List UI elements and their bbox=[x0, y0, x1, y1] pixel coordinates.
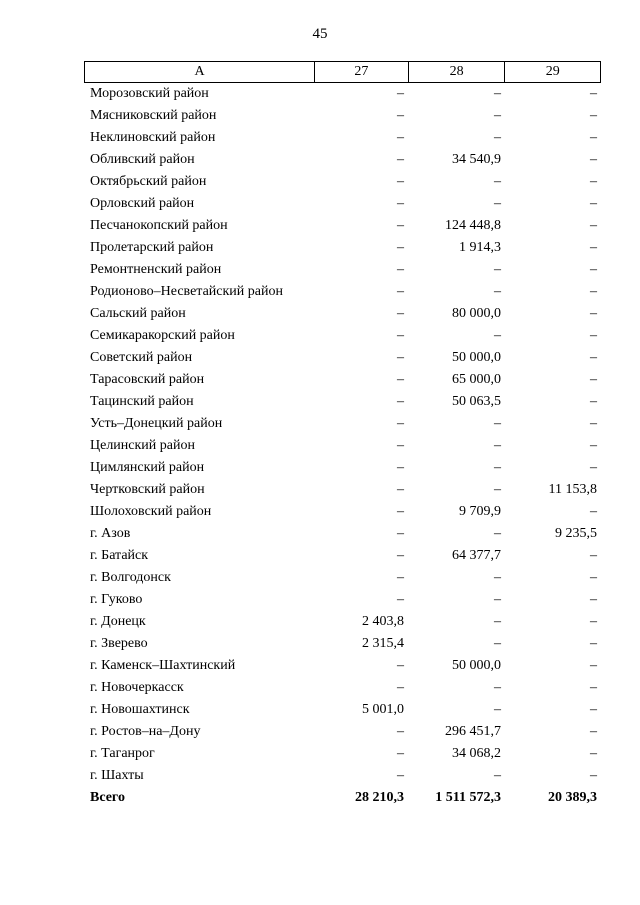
cell-col-28: – bbox=[494, 526, 501, 541]
cell-col-28: 64 377,7 bbox=[452, 548, 501, 563]
cell-col-28: 80 000,0 bbox=[452, 306, 501, 321]
row-name: г. Новочеркасск bbox=[90, 680, 184, 695]
row-name: г. Донецк bbox=[90, 614, 146, 629]
cell-col-28: 50 000,0 bbox=[452, 350, 501, 365]
total-col-27: 28 210,3 bbox=[355, 790, 404, 805]
table-row bbox=[84, 193, 601, 215]
cell-col-28: 124 448,8 bbox=[445, 218, 501, 233]
cell-col-28: 1 914,3 bbox=[459, 240, 501, 255]
cell-col-28: – bbox=[494, 108, 501, 123]
table-row bbox=[84, 259, 601, 281]
table-row bbox=[84, 435, 601, 457]
row-name: Семикаракорский район bbox=[90, 328, 235, 343]
cell-col-27: – bbox=[397, 196, 404, 211]
row-name: г. Зверево bbox=[90, 636, 148, 651]
table-row bbox=[84, 699, 601, 721]
cell-col-29: – bbox=[590, 174, 597, 189]
cell-col-27: – bbox=[397, 724, 404, 739]
cell-col-29: 9 235,5 bbox=[555, 526, 597, 541]
row-name: Усть–Донецкий район bbox=[90, 416, 223, 431]
cell-col-28: 50 000,0 bbox=[452, 658, 501, 673]
cell-col-29: – bbox=[590, 372, 597, 387]
table-row bbox=[84, 413, 601, 435]
cell-col-27: 2 315,4 bbox=[362, 636, 404, 651]
cell-col-27: – bbox=[397, 658, 404, 673]
cell-col-27: – bbox=[397, 680, 404, 695]
table-row bbox=[84, 325, 601, 347]
total-col-28: 1 511 572,3 bbox=[435, 790, 501, 805]
table-row bbox=[84, 127, 601, 149]
cell-col-29: – bbox=[590, 328, 597, 343]
table-row bbox=[84, 655, 601, 677]
row-name: Неклиновский район bbox=[90, 130, 216, 145]
cell-col-27: – bbox=[397, 350, 404, 365]
table-row bbox=[84, 457, 601, 479]
cell-col-28: 9 709,9 bbox=[459, 504, 501, 519]
page-number: 45 bbox=[312, 26, 328, 42]
row-name: Песчанокопский район bbox=[90, 218, 228, 233]
cell-col-28: – bbox=[494, 86, 501, 101]
cell-col-27: – bbox=[397, 86, 404, 101]
cell-col-27: – bbox=[397, 108, 404, 123]
table-row bbox=[84, 501, 601, 523]
cell-col-29: – bbox=[590, 218, 597, 233]
cell-col-27: – bbox=[397, 438, 404, 453]
cell-col-27: – bbox=[397, 130, 404, 145]
total-label: Всего bbox=[90, 790, 125, 805]
row-name: Тарасовский район bbox=[90, 372, 205, 387]
cell-col-27: – bbox=[397, 746, 404, 761]
cell-col-29: – bbox=[590, 438, 597, 453]
cell-col-28: – bbox=[494, 614, 501, 629]
cell-col-27: – bbox=[397, 174, 404, 189]
row-name: Обливский район bbox=[90, 152, 195, 167]
cell-col-29: – bbox=[590, 86, 597, 101]
cell-col-27: – bbox=[397, 218, 404, 233]
cell-col-29: – bbox=[590, 460, 597, 475]
cell-col-29: – bbox=[590, 570, 597, 585]
cell-col-27: – bbox=[397, 306, 404, 321]
row-name: г. Азов bbox=[90, 526, 131, 541]
cell-col-29: – bbox=[590, 592, 597, 607]
cell-col-28: – bbox=[494, 416, 501, 431]
cell-col-28: 34 068,2 bbox=[452, 746, 501, 761]
row-name: г. Шахты bbox=[90, 768, 144, 783]
cell-col-28: – bbox=[494, 438, 501, 453]
cell-col-28: – bbox=[494, 262, 501, 277]
table-row bbox=[84, 303, 601, 325]
table-row bbox=[84, 369, 601, 391]
header-col-27: 27 bbox=[314, 62, 408, 82]
cell-col-29: – bbox=[590, 614, 597, 629]
row-name: Цимлянский район bbox=[90, 460, 205, 475]
cell-col-28: – bbox=[494, 174, 501, 189]
row-name: Сальский район bbox=[90, 306, 186, 321]
cell-col-28: 34 540,9 bbox=[452, 152, 501, 167]
cell-col-29: – bbox=[590, 504, 597, 519]
cell-col-27: – bbox=[397, 482, 404, 497]
cell-col-28: – bbox=[494, 284, 501, 299]
row-name: Тацинский район bbox=[90, 394, 194, 409]
table-row bbox=[84, 391, 601, 413]
cell-col-27: – bbox=[397, 284, 404, 299]
cell-col-27: – bbox=[397, 240, 404, 255]
cell-col-27: – bbox=[397, 592, 404, 607]
table-row bbox=[84, 479, 601, 501]
cell-col-29: 11 153,8 bbox=[548, 482, 597, 497]
row-name: г. Гуково bbox=[90, 592, 143, 607]
cell-col-29: – bbox=[590, 152, 597, 167]
table-header bbox=[84, 61, 601, 83]
cell-col-29: – bbox=[590, 108, 597, 123]
cell-col-29: – bbox=[590, 658, 597, 673]
row-name: г. Ростов–на–Дону bbox=[90, 724, 201, 739]
cell-col-28: – bbox=[494, 768, 501, 783]
cell-col-29: – bbox=[590, 724, 597, 739]
cell-col-28: – bbox=[494, 702, 501, 717]
row-name: Целинский район bbox=[90, 438, 195, 453]
row-name: Советский район bbox=[90, 350, 193, 365]
table-body bbox=[84, 83, 601, 787]
table-row bbox=[84, 567, 601, 589]
table-row bbox=[84, 237, 601, 259]
cell-col-27: – bbox=[397, 768, 404, 783]
row-name: Ремонтненский район bbox=[90, 262, 222, 277]
cell-col-29: – bbox=[590, 306, 597, 321]
cell-col-29: – bbox=[590, 746, 597, 761]
row-name: Мясниковский район bbox=[90, 108, 217, 123]
data-table bbox=[84, 61, 601, 809]
cell-col-27: – bbox=[397, 262, 404, 277]
cell-col-29: – bbox=[590, 130, 597, 145]
cell-col-28: – bbox=[494, 196, 501, 211]
table-row bbox=[84, 743, 601, 765]
cell-col-29: – bbox=[590, 548, 597, 563]
cell-col-28: – bbox=[494, 636, 501, 651]
table-row-total bbox=[84, 787, 601, 809]
row-name: Пролетарский район bbox=[90, 240, 214, 255]
row-name: Октябрьский район bbox=[90, 174, 207, 189]
cell-col-27: – bbox=[397, 548, 404, 563]
cell-col-27: – bbox=[397, 328, 404, 343]
table-row bbox=[84, 149, 601, 171]
cell-col-27: – bbox=[397, 504, 404, 519]
cell-col-29: – bbox=[590, 350, 597, 365]
cell-col-29: – bbox=[590, 680, 597, 695]
cell-col-27: 2 403,8 bbox=[362, 614, 404, 629]
table-row bbox=[84, 215, 601, 237]
cell-col-29: – bbox=[590, 196, 597, 211]
row-name: Шолоховский район bbox=[90, 504, 212, 519]
row-name: Чертковский район bbox=[90, 482, 205, 497]
header-col-28: 28 bbox=[408, 62, 505, 82]
cell-col-29: – bbox=[590, 262, 597, 277]
table-row bbox=[84, 765, 601, 787]
cell-col-27: – bbox=[397, 460, 404, 475]
cell-col-29: – bbox=[590, 284, 597, 299]
row-name: Морозовский район bbox=[90, 86, 209, 101]
row-name: г. Таганрог bbox=[90, 746, 155, 761]
header-col-29: 29 bbox=[504, 62, 600, 82]
cell-col-28: – bbox=[494, 460, 501, 475]
table-row bbox=[84, 721, 601, 743]
total-col-29: 20 389,3 bbox=[548, 790, 597, 805]
cell-col-27: – bbox=[397, 372, 404, 387]
cell-col-28: – bbox=[494, 592, 501, 607]
cell-col-27: – bbox=[397, 416, 404, 431]
cell-col-28: – bbox=[494, 482, 501, 497]
table-row bbox=[84, 171, 601, 193]
table-row bbox=[84, 281, 601, 303]
table-row bbox=[84, 523, 601, 545]
cell-col-28: – bbox=[494, 130, 501, 145]
table-row bbox=[84, 105, 601, 127]
row-name: Орловский район bbox=[90, 196, 195, 211]
cell-col-27: – bbox=[397, 152, 404, 167]
cell-col-28: 65 000,0 bbox=[452, 372, 501, 387]
row-name: г. Каменск–Шахтинский bbox=[90, 658, 236, 673]
row-name: Родионово–Несветайский район bbox=[90, 284, 283, 299]
row-name: г. Волгодонск bbox=[90, 570, 171, 585]
cell-col-29: – bbox=[590, 394, 597, 409]
cell-col-28: 50 063,5 bbox=[452, 394, 501, 409]
table-row bbox=[84, 545, 601, 567]
cell-col-27: 5 001,0 bbox=[362, 702, 404, 717]
cell-col-29: – bbox=[590, 416, 597, 431]
cell-col-29: – bbox=[590, 636, 597, 651]
cell-col-27: – bbox=[397, 394, 404, 409]
table-row bbox=[84, 633, 601, 655]
cell-col-27: – bbox=[397, 570, 404, 585]
table-row bbox=[84, 347, 601, 369]
row-name: г. Новошахтинск bbox=[90, 702, 190, 717]
cell-col-29: – bbox=[590, 240, 597, 255]
cell-col-28: – bbox=[494, 680, 501, 695]
cell-col-29: – bbox=[590, 702, 597, 717]
header-col-a: А bbox=[194, 64, 205, 79]
table-row bbox=[84, 677, 601, 699]
cell-col-28: 296 451,7 bbox=[445, 724, 501, 739]
cell-col-27: – bbox=[397, 526, 404, 541]
cell-col-28: – bbox=[494, 570, 501, 585]
table-row bbox=[84, 589, 601, 611]
cell-col-29: – bbox=[590, 768, 597, 783]
table-row bbox=[84, 83, 601, 105]
table-row bbox=[84, 611, 601, 633]
cell-col-28: – bbox=[494, 328, 501, 343]
row-name: г. Батайск bbox=[90, 548, 149, 563]
